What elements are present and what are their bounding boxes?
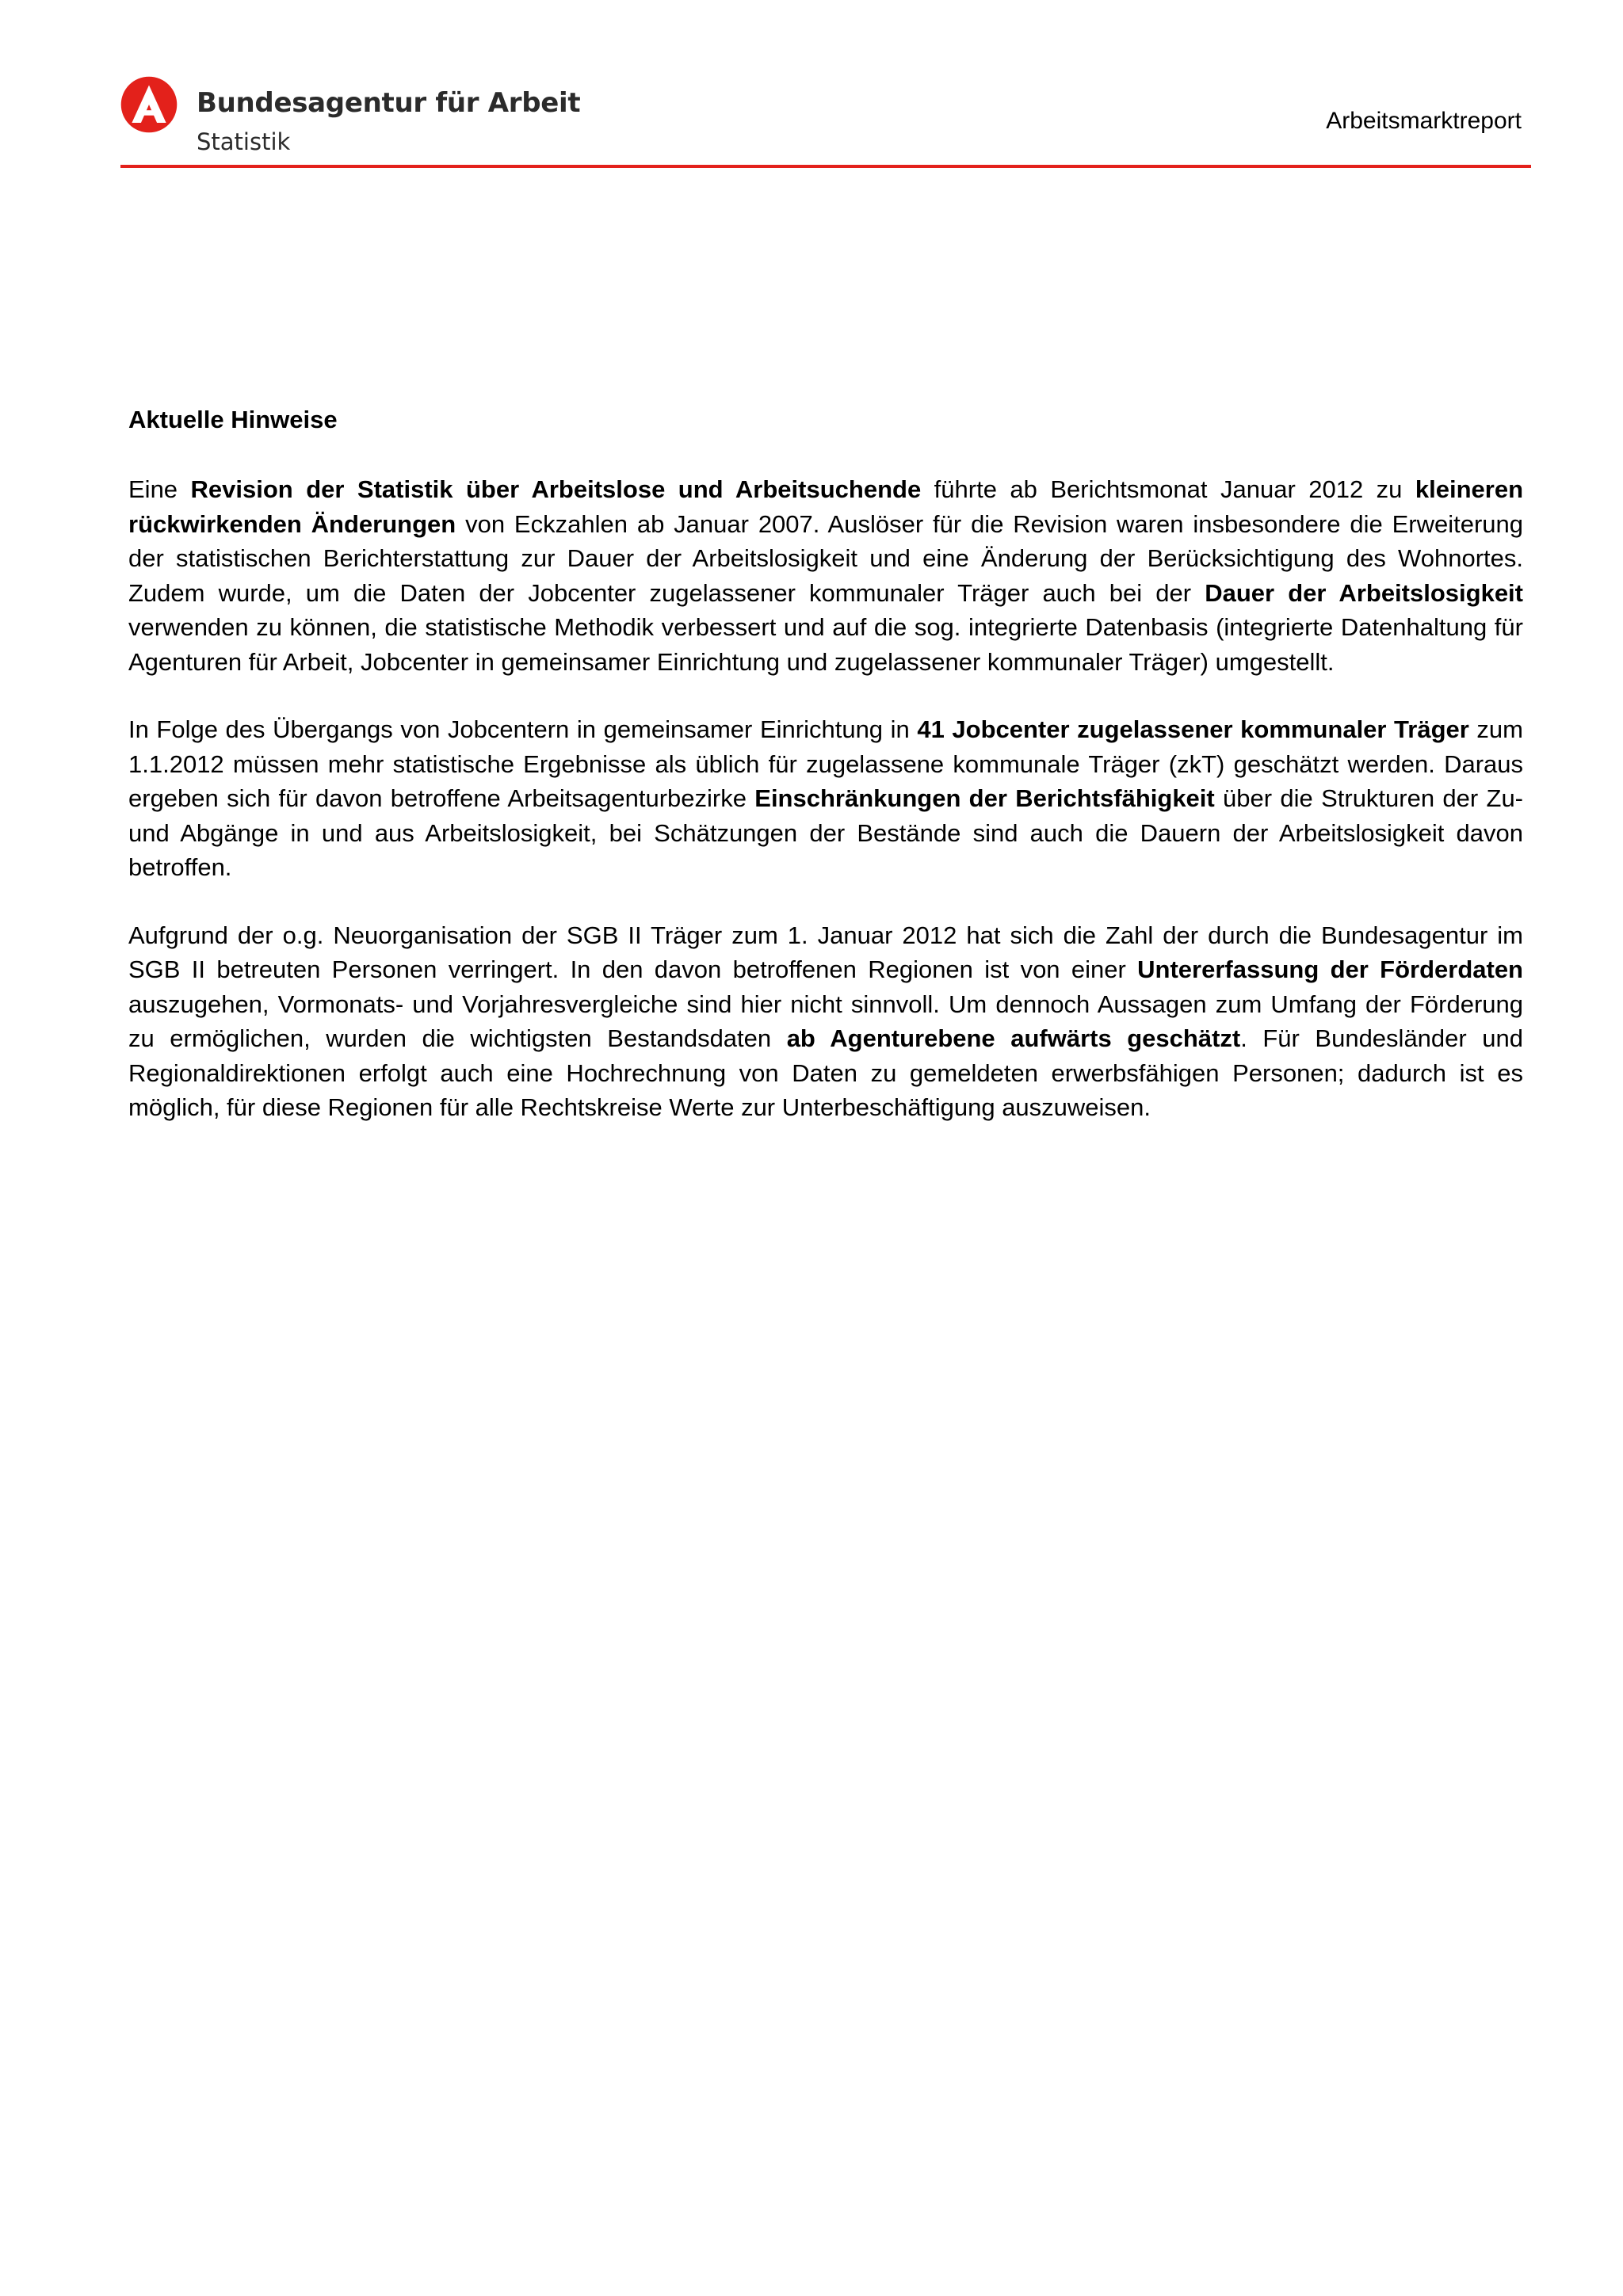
emphasis-text: ab Agenturebene aufwärts geschätzt [786, 1024, 1241, 1052]
paragraph-revision [128, 472, 1523, 679]
org-subtitle: Statistik [197, 128, 291, 155]
body-text: Aufgrund der o.g. Neuorganisation der SGB II Träger zum 1. Januar 2012 hat sich die Zahl der durch die Bundesagentur im SGB II betreuten Personen verringert. In den davon betroffenen Regionen ist von einer [128, 921, 1523, 983]
page-header [120, 68, 1531, 171]
org-name: Bundesagentur für Arbeit [197, 87, 581, 119]
paragraph-jobcenter-transition [128, 712, 1523, 885]
paragraph-sgb-ii-reorganisation [128, 918, 1523, 1125]
body-text: In Folge des Übergangs von Jobcentern in gemeinsamer Einrichtung in [128, 715, 918, 743]
header-divider [120, 165, 1531, 168]
body-text: . Für Bundesländer und Regionaldirektionen erfolgt auch eine Hochrechnung von Daten zu gemeldeten erwerbsfähigen Personen; dadurch ist es möglich, für diese Regionen für alle Rechtskreise Werte zur Unterbeschäftigung auszuweisen. [128, 1024, 1523, 1121]
body-text: verwenden zu können, die statistische Methodik verbessert und auf die sog. integrierte Datenbasis (integrierte Datenhaltung für Agenturen für Arbeit, Jobcenter in gemeinsamer Einrichtung und zugelassener kommunaler Träger) umgestellt. [128, 613, 1523, 676]
emphasis-text: Dauer der Arbeitslosigkeit [1205, 578, 1523, 607]
body-text: Eine [128, 475, 191, 503]
body-text: führte ab Berichtsmonat Januar 2012 zu [921, 475, 1415, 503]
body-text: zum 1.1.2012 müssen mehr statistische Ergebnisse als üblich für zugelassene kommunale Träger (zkT) geschätzt werden. Daraus ergeben sich für davon betroffene Arbeitsagenturbezirke [128, 715, 1523, 812]
emphasis-text: kleineren rückwirkenden Änderungen [128, 475, 1524, 538]
emphasis-text: Revision der Statistik über Arbeitslose und Arbeitsuchende [190, 475, 922, 503]
emphasis-text: Untererfassung der Förderdaten [1137, 955, 1523, 983]
body-text: von Eckzahlen ab Januar 2007. Auslöser für die Revision waren insbesondere die Erweiterung der statistischen Berichterstattung zur Dauer der Arbeitslosigkeit und eine Änderung der Berücksichtigung des Wohnortes. Zudem wurde, um die Daten der Jobcenter zugelassener kommunaler Träger auch bei der [128, 509, 1523, 607]
section-title: Aktuelle Hinweise [128, 406, 338, 433]
document-type: Arbeitsmarktreport [1326, 108, 1522, 134]
ba-logo-icon [120, 76, 178, 133]
body-text: über die Strukturen der Zu- und Abgänge in und aus Arbeitslosigkeit, bei Schätzungen der Bestände sind auch die Dauern der Arbeitslosigkeit davon betroffen. [128, 784, 1524, 881]
emphasis-text: 41 Jobcenter zugelassener kommunaler Träger [917, 715, 1469, 743]
emphasis-text: Einschränkungen der Berichtsfähigkeit [754, 784, 1215, 812]
body-text: auszugehen, Vormonats- und Vorjahresvergleiche sind hier nicht sinnvoll. Um dennoch Aussagen zum Umfang der Förderung zu ermöglichen, wurden die wichtigsten Bestandsdaten [128, 990, 1523, 1052]
notice-section [128, 402, 1523, 1158]
